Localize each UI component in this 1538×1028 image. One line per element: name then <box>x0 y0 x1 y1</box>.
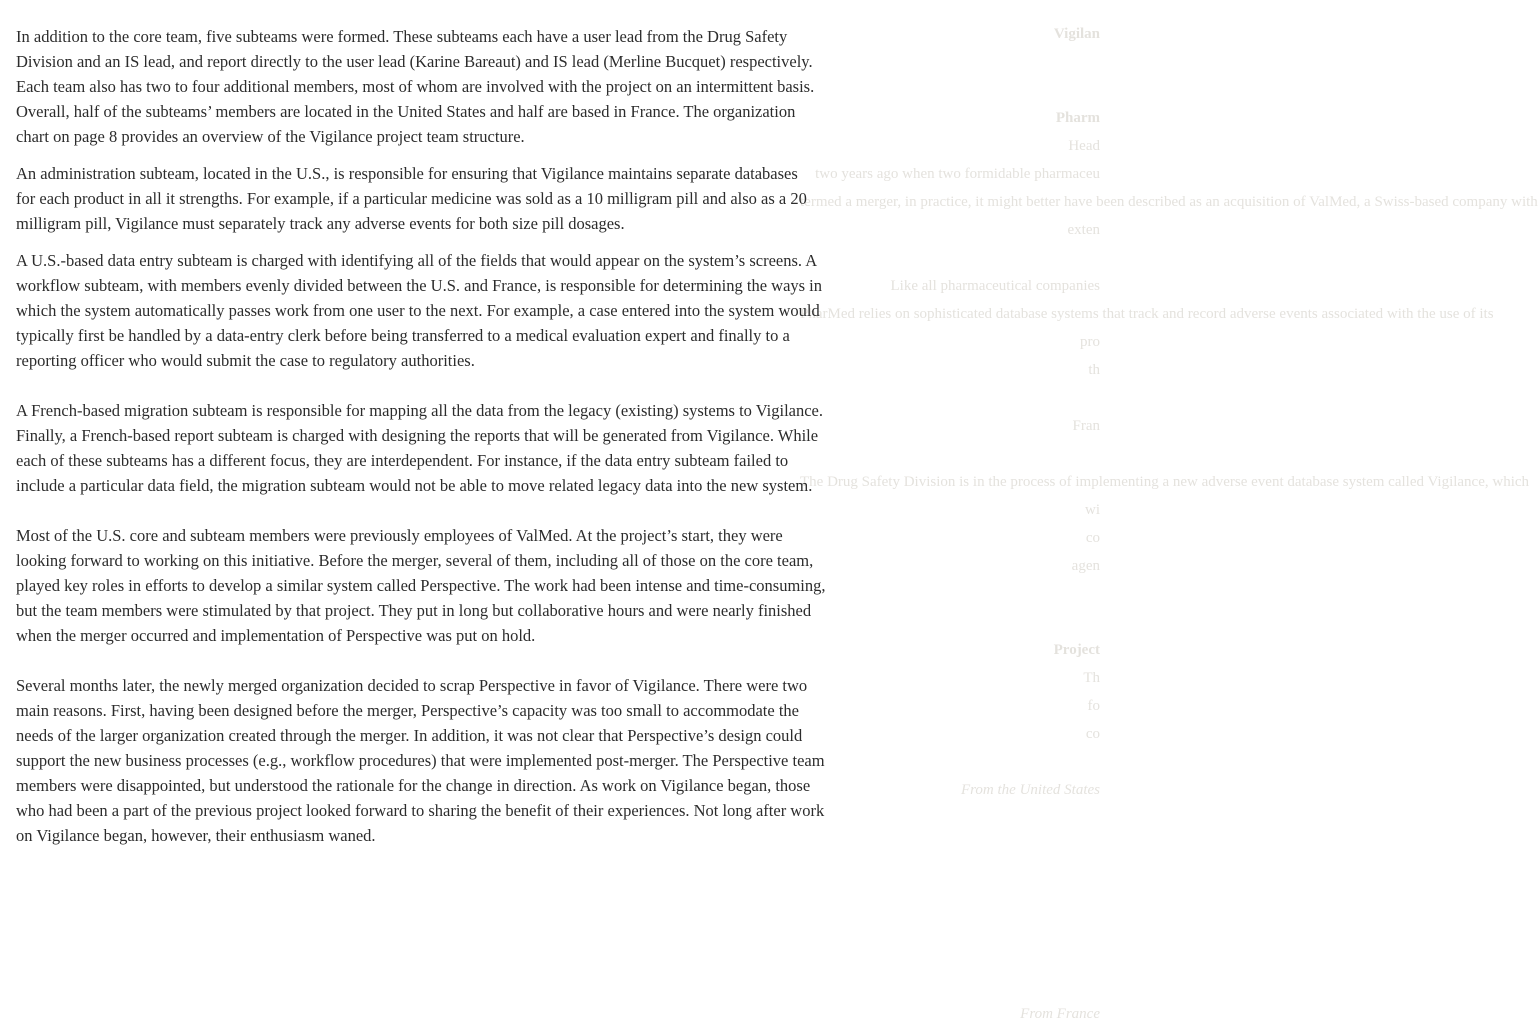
text-line: when the merger occurred and implementation of Perspective was put on hold. <box>16 626 536 645</box>
bleed-through-line: The Drug Safety Division is in the process of implementing a new adverse event database system called Vigilance, which <box>800 474 1530 490</box>
text-line: typically first be handled by a data-entry clerk before being transferred to a medical evaluation expert and finally to a <box>16 326 790 345</box>
text-line: each of these subteams has a different focus, they are interdependent. For instance, if the data entry subteam failed to <box>16 451 789 470</box>
bleed-through-line: co <box>1085 530 1100 546</box>
text-line: Finally, a French-based report subteam is charged with designing the reports that will be generated from Vigilance. While <box>16 426 819 445</box>
text-line: main reasons. First, having been designed before the merger, Perspective’s capacity was too small to accommodate the <box>16 701 800 720</box>
bleed-through-line <box>800 916 1100 944</box>
text-line: chart on page 8 provides an overview of the Vigilance project team structure. <box>16 127 525 146</box>
paragraph-valmed-members <box>16 523 1080 648</box>
text-line: Overall, half of the subteams’ members are located in the United States and half are based in France. The organization <box>16 102 796 121</box>
bleed-through-line: exten <box>1067 222 1100 238</box>
paragraph-spacer <box>16 149 1080 161</box>
text-line: reporting officer who would submit the case to regulatory authorities. <box>16 351 475 370</box>
text-line: on Vigilance began, however, their enthusiasm waned. <box>16 826 376 845</box>
bleed-through-line: wi <box>1085 502 1100 518</box>
bleed-through-line: th <box>1088 362 1100 378</box>
bleed-through-line: PharMed relies on sophisticated database systems that track and record adverse events associated with the use of its <box>800 306 1494 322</box>
bleed-through-line: fo <box>1087 698 1100 714</box>
bleed-through-line: two years ago when two formidable pharmaceu <box>815 166 1100 182</box>
paragraph-spacer <box>16 373 1080 398</box>
text-line: which the system automatically passes work from one user to the next. For example, a case entered into the system would <box>16 301 820 320</box>
text-line: for each product in all it strengths. For example, if a particular medicine was sold as a 10 milligram pill and also as a 20 <box>16 189 807 208</box>
text-line: who had been a part of the previous project looked forward to sharing the benefit of their experiences. Not long after work <box>16 801 825 820</box>
bleed-through-line <box>800 888 1100 916</box>
text-line: An administration subteam, located in the U.S., is responsible for ensuring that Vigilance maintains separate databases <box>16 164 798 183</box>
bleed-through-line: From France <box>1020 1006 1100 1022</box>
text-line: but the team members were stimulated by that project. They put in long but collaborative hours and were nearly finished <box>16 601 812 620</box>
paragraph-subteams-intro <box>16 24 1080 149</box>
bleed-through-line: From the United States <box>960 782 1100 798</box>
bleed-through-line: Fran <box>1072 418 1100 434</box>
text-line: A U.S.-based data entry subteam is charged with identifying all of the fields that would appear on the system’s screens. A <box>16 251 818 270</box>
bleed-through-line: termed a merger, in practice, it might better have been described as an acquisition of ValMed, a Swiss-based company with <box>800 194 1538 210</box>
bleed-through-line <box>800 972 1100 1000</box>
paragraph-spacer <box>16 648 1080 673</box>
text-line: include a particular data field, the migration subteam would not be able to move related legacy data into the new system. <box>16 476 813 495</box>
bleed-through-line: Th <box>1083 670 1100 686</box>
text-line: needs of the larger organization created through the merger. In addition, it was not clear that Perspective’s design could <box>16 726 803 745</box>
text-line: support the new business processes (e.g., workflow procedures) that were implemented post-merger. The Perspective team <box>16 751 825 770</box>
text-line: Several months later, the newly merged organization decided to scrap Perspective in favor of Vigilance. There were two <box>16 676 808 695</box>
text-line: Each team also has two to four additional members, most of whom are involved with the project on an intermittent basis. <box>16 77 815 96</box>
bleed-through-line: Project <box>1053 642 1100 658</box>
bleed-through-line <box>800 944 1100 972</box>
document-body <box>16 24 1080 848</box>
bleed-through-line: agen <box>1071 558 1100 574</box>
bleed-through-line <box>800 860 1100 888</box>
text-line: played key roles in efforts to develop a similar system called Perspective. The work had been intense and time-consuming, <box>16 576 826 595</box>
bleed-through-line: pro <box>1080 334 1100 350</box>
text-line: members were disappointed, but understood the rationale for the change in direction. As work on Vigilance began, those <box>16 776 811 795</box>
bleed-through-line: Pharm <box>1055 110 1100 126</box>
bleed-through-line: Like all pharmaceutical companies <box>890 278 1100 294</box>
paragraph-data-entry-subteam <box>16 248 1080 373</box>
text-line: Most of the U.S. core and subteam members were previously employees of ValMed. At the project’s start, they were <box>16 526 783 545</box>
text-line: In addition to the core team, five subteams were formed. These subteams each have a user lead from the Drug Safety <box>16 27 788 46</box>
paragraph-spacer <box>16 498 1080 523</box>
bleed-through-line: Head <box>1068 138 1100 154</box>
paragraph-perspective-scrapped <box>16 673 1080 848</box>
bleed-through-line: co <box>1085 726 1100 742</box>
paragraph-administration-subteam <box>16 161 1080 236</box>
paragraph-spacer <box>16 236 1080 248</box>
bleed-through-line: Vigilan <box>1053 26 1100 42</box>
text-line: looking forward to working on this initiative. Before the merger, several of them, including all of those on the core team, <box>16 551 814 570</box>
paragraph-migration-subteam <box>16 398 1080 498</box>
text-line: milligram pill, Vigilance must separately track any adverse events for both size pill dosages. <box>16 214 625 233</box>
text-line: A French-based migration subteam is responsible for mapping all the data from the legacy (existing) systems to Vigilance. <box>16 401 824 420</box>
text-line: workflow subteam, with members evenly divided between the U.S. and France, is responsible for determining the ways in <box>16 276 823 295</box>
text-line: Division and an IS lead, and report directly to the user lead (Karine Bareaut) and IS lead (Merline Bucquet) respectively. <box>16 52 813 71</box>
